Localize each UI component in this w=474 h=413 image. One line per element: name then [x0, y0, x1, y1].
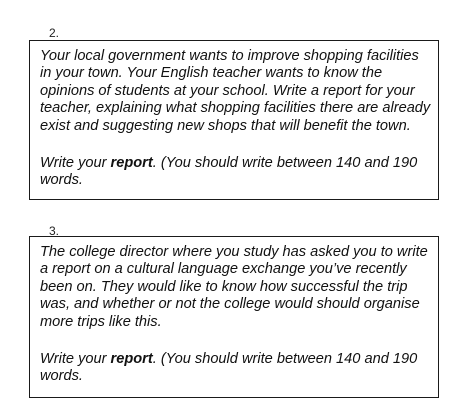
task-number-2: 2. [49, 26, 60, 40]
instruction-tail: . (You should write between 140 and 190 words. [40, 155, 418, 189]
task-prompt-3: The college director where you study has asked you to write a report on a cultural language exchange you’ve recently been on. They would like to know how successful the trip was, and whether or not the college would should organise more trips like this. [40, 244, 428, 330]
task-box-3 [29, 236, 439, 398]
task-box-2 [29, 40, 439, 200]
task-prompt-2: Your local government wants to improve shopping facilities in your town. Your English teacher wants to know the opinions of students at your school. Write a report for your teacher, explaining what shopping facilities there are already exist and suggesting new shops that will benefit the town. [40, 48, 431, 134]
instruction-tail: . (You should write between 140 and 190 words. [40, 351, 418, 385]
task-instruction-2 [40, 155, 432, 190]
instruction-lead: Write your [40, 155, 111, 172]
task-instruction-3 [40, 351, 432, 386]
task-number-3: 3. [49, 224, 60, 238]
instruction-keyword: report [110, 351, 153, 368]
instruction-lead: Write your [40, 351, 111, 368]
instruction-keyword: report [110, 155, 153, 172]
